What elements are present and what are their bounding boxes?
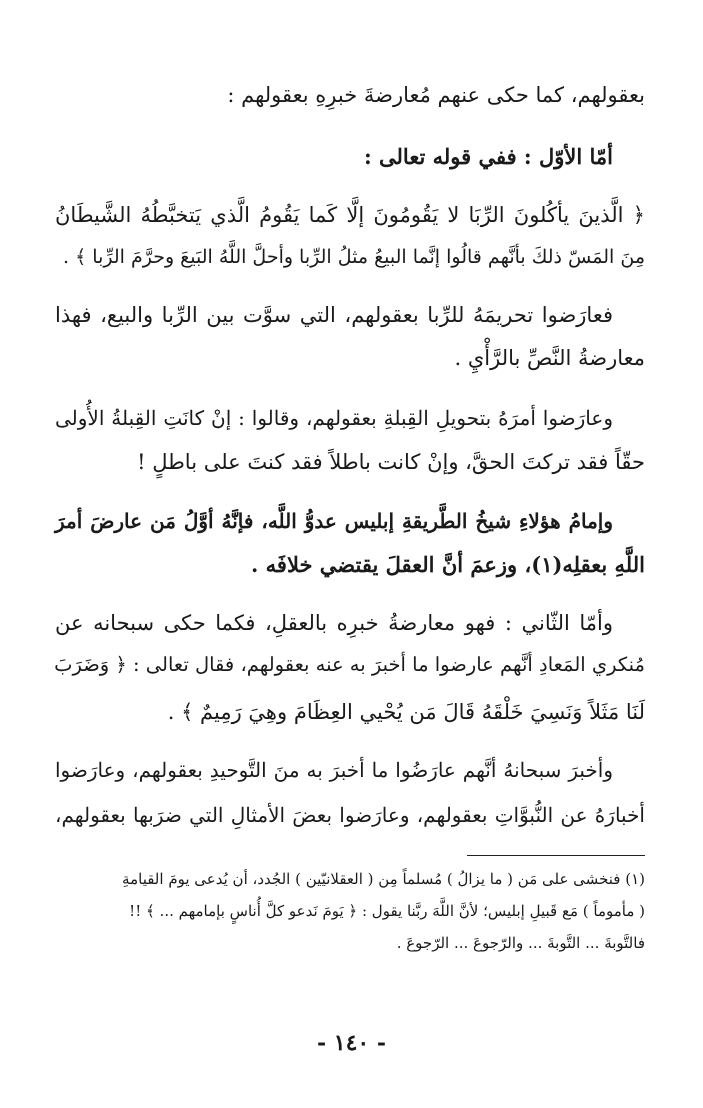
text-line-3: ﴿ الَّذينَ يأكُلونَ الرِّبَا لا يَقُومُونَ إلَّا كَما يَقُومُ الَّذي يَتخبَّطُهُ الشَّيطَانُ — [55, 203, 645, 227]
text-line-14: وأخبرَ سبحانهُ أنَّهم عارَضُوا ما أخبرَ به منَ التَّوحيدِ بعقولهم، وعارَضوا — [55, 758, 613, 782]
page-number: - ١٤٠ - — [316, 1030, 387, 1056]
text-line-7: وعارَضوا أمرَهُ بتحويلِ القِبلةِ بعقولهم، وقالوا : إنْ كانَتِ القِبلةُ الأُولى — [55, 406, 613, 430]
footnote-line-2: ( مأموماً ) مَع قَبيلِ إبليس؛ لأنَّ اللَّهَ ربَّنا يقول : ﴿ يَومَ نَدعو كلَّ أُناسٍ بإمامهم ... ﴾ !! — [129, 902, 645, 920]
text-line-15: أخبارَهُ عن النُّبوَّاتِ بعقولهم، وعارَضوا بعضَ الأمثالِ التي ضرَبها بعقولهم، — [55, 803, 645, 827]
footnote-line-3: فالتَّوبةَ ... التَّوبةَ ... والرّجوعَ ... الرّجوعَ . — [396, 934, 645, 952]
text-line-2: أمّا الأوّل : ففي قوله تعالى : — [363, 144, 613, 169]
text-line-4: مِنَ المَسّ ذلكَ بأنَّهم قالُوا إنَّما البيعُ مثلُ الرِّبا وأحلَّ اللَّهُ البَيعَ وحرَّمَ الرِّبا ﴾ . — [63, 246, 645, 268]
text-line-12: مُنكري المَعادِ أنَّهم عارضوا ما أخبرَ به عنه بعقولهم، فقال تعالى : ﴿ وَضَرَبَ — [54, 653, 645, 676]
text-line-1: بعقولهم، كما حكى عنهم مُعارضةَ خبرِهِ بعقولهم : — [227, 83, 645, 107]
footnote-separator — [467, 855, 645, 856]
text-line-11: وأمّا الثّاني : فهو معارضةُ خبرِه بالعقلِ، فكما حكى سبحانه عن — [55, 611, 613, 635]
text-line-6: معارضةُ النَّصِّ بالرَّأْيِ . — [454, 346, 645, 370]
text-line-9: وإمامُ هؤلاءِ شيخُ الطَّريقةِ إبليس عدوُّ اللَّه، فإنَّهُ أوَّلُ مَن عارضَ أمرَ — [55, 509, 613, 533]
text-line-8: حقّاً فقد تركتَ الحقَّ، وإنْ كانت باطلاً فقد كنتَ على باطلٍ ! — [137, 450, 645, 474]
text-line-13: لَنَا مَثَلاً وَنَسِيَ خَلْقَهُ قَالَ مَن يُحْيي العِظَامَ وهِيَ رَمِيمٌ ﴾ . — [167, 700, 645, 724]
text-line-5: فعارَضوا تحريمَهُ للرِّبا بعقولهم، التي سوَّت بين الرِّبا والبيع، فهذا — [55, 303, 613, 327]
footnote-line-1: (١) فنخشى على مَن ( ما يزالُ ) مُسلماً مِن ( العقلانيّين ) الجُدد، أن يُدعى يومَ القيامةِ — [122, 870, 645, 888]
text-line-10: اللَّهِ بعقلِه(١)، وزعمَ أنَّ العقلَ يقتضي خلافَه . — [251, 552, 645, 577]
